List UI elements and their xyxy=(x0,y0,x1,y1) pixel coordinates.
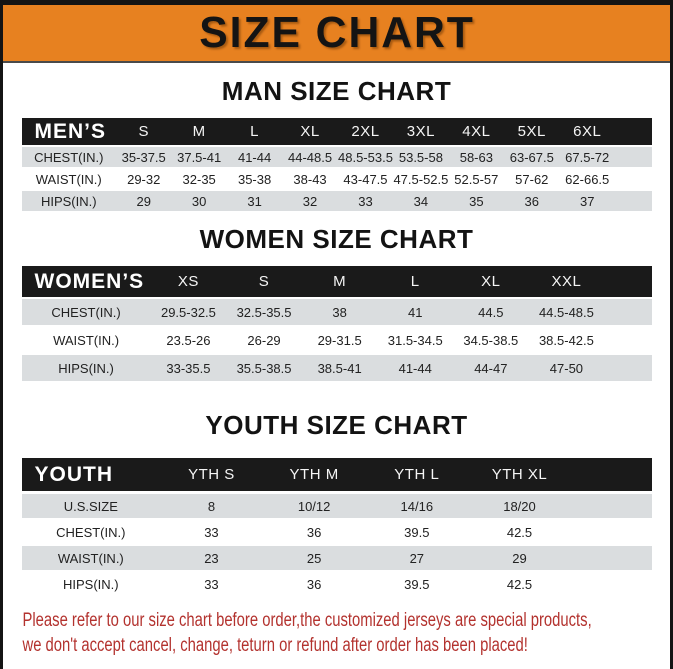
value-cell: 67.5-72 xyxy=(565,149,610,165)
value-cell: 29-31.5 xyxy=(317,332,362,348)
size-header-cell: M xyxy=(192,123,206,140)
size-header-cell: L xyxy=(250,123,260,140)
value-cell: 33 xyxy=(204,524,219,540)
value-cell: 47-50 xyxy=(549,360,584,376)
row-label-cell: HIPS(IN.) xyxy=(58,360,114,376)
size-header-cell: 6XL xyxy=(573,123,602,140)
value-cell: 52.5-57 xyxy=(454,171,499,187)
size-header-cell: XXL xyxy=(551,273,582,290)
table-title-cell: YOUTH xyxy=(34,463,113,486)
row-label-cell: HIPS(IN.) xyxy=(40,193,97,209)
table-row xyxy=(22,147,652,167)
value-cell: 31 xyxy=(247,193,262,209)
table-row xyxy=(22,169,652,189)
row-label-cell: WAIST(IN.) xyxy=(35,171,102,187)
value-cell: 35 xyxy=(469,193,484,209)
value-cell: 29 xyxy=(512,550,527,566)
value-cell: 25 xyxy=(306,550,322,566)
table-row xyxy=(22,299,652,325)
size-header-cell: 5XL xyxy=(517,123,546,140)
value-cell: 18/20 xyxy=(503,498,536,514)
value-cell: 39.5 xyxy=(404,576,430,592)
value-cell: 44.5-48.5 xyxy=(538,304,594,320)
value-cell: 30 xyxy=(191,193,207,209)
value-cell: 38.5-41 xyxy=(317,360,362,376)
value-cell: 33-35.5 xyxy=(166,360,211,376)
value-cell: 42.5 xyxy=(506,524,533,540)
size-header-cell: YTH S xyxy=(188,466,235,483)
value-cell: 37 xyxy=(579,193,595,209)
value-cell: 58-63 xyxy=(459,149,493,165)
size-header-cell: 3XL xyxy=(406,123,435,140)
value-cell: 38 xyxy=(332,304,347,320)
table-row xyxy=(22,327,652,353)
value-cell: 35-38 xyxy=(237,171,272,187)
youth-size-table xyxy=(22,458,652,596)
table-header-row xyxy=(22,118,652,145)
size-header-cell: S xyxy=(258,273,270,290)
row-label-cell: HIPS(IN.) xyxy=(62,576,119,592)
table-title-cell: MEN’S xyxy=(34,120,107,143)
size-header-cell: 4XL xyxy=(462,123,491,140)
table-row xyxy=(22,191,652,211)
value-cell: 29-32 xyxy=(127,171,161,187)
value-cell: 14/16 xyxy=(400,498,434,514)
value-cell: 34 xyxy=(413,193,429,209)
table-row xyxy=(22,572,652,596)
value-cell: 47.5-52.5 xyxy=(393,171,449,187)
value-cell: 44-47 xyxy=(474,360,508,376)
value-cell: 32.5-35.5 xyxy=(236,304,292,320)
value-cell: 44.5 xyxy=(478,304,504,320)
value-cell: 48.5-53.5 xyxy=(338,149,393,165)
value-cell: 37.5-41 xyxy=(177,149,222,165)
size-header-cell: L xyxy=(410,273,420,290)
value-cell: 36 xyxy=(524,193,540,209)
footer-line-1: Please refer to our size chart before order,the customized jerseys are special products, xyxy=(22,610,592,631)
value-cell: 57-62 xyxy=(515,171,549,187)
page-title: SIZE CHART xyxy=(198,8,475,57)
table-header-row xyxy=(22,266,652,297)
size-header-cell: 2XL xyxy=(351,123,380,140)
value-cell: 38.5-42.5 xyxy=(538,332,594,348)
value-cell: 32-35 xyxy=(182,171,216,187)
size-header-cell: M xyxy=(333,273,347,290)
table-header-row xyxy=(22,458,652,491)
value-cell: 39.5 xyxy=(404,524,430,540)
value-cell: 34.5-38.5 xyxy=(463,332,519,348)
row-label-cell: U.S.SIZE xyxy=(63,498,118,514)
row-label-cell: CHEST(IN.) xyxy=(56,524,126,540)
row-label-cell: CHEST(IN.) xyxy=(51,304,121,320)
value-cell: 41-44 xyxy=(237,149,272,165)
value-cell: 32 xyxy=(302,193,318,209)
row-label-cell: WAIST(IN.) xyxy=(57,550,124,566)
size-header-cell: XS xyxy=(177,273,199,290)
value-cell: 53.5-58 xyxy=(398,149,443,165)
men-size-table xyxy=(22,118,652,211)
value-cell: 41 xyxy=(407,304,423,320)
table-row xyxy=(22,520,652,544)
value-cell: 41-44 xyxy=(398,360,432,376)
value-cell: 35-37.5 xyxy=(121,149,166,165)
value-cell: 33 xyxy=(358,193,373,209)
table-row xyxy=(22,494,652,518)
size-header-cell: XL xyxy=(300,123,320,140)
value-cell: 43-47.5 xyxy=(343,171,388,187)
title-banner xyxy=(3,5,670,63)
value-cell: 26-29 xyxy=(247,332,281,348)
value-cell: 29 xyxy=(136,193,151,209)
value-cell: 63-67.5 xyxy=(509,149,554,165)
value-cell: 33 xyxy=(204,576,219,592)
women-size-table xyxy=(22,266,652,381)
table-row xyxy=(22,546,652,570)
value-cell: 62-66.5 xyxy=(565,171,610,187)
footer-note xyxy=(3,608,592,658)
size-header-cell: S xyxy=(138,123,149,140)
row-label-cell: WAIST(IN.) xyxy=(53,332,120,348)
value-cell: 8 xyxy=(207,498,216,514)
footer-line-2: we don't accept cancel, change, teturn or refund after order has been placed! xyxy=(22,635,528,656)
row-label-cell: CHEST(IN.) xyxy=(34,149,104,165)
value-cell: 36 xyxy=(306,524,322,540)
value-cell: 38-43 xyxy=(293,171,327,187)
man-size-chart-heading: MAN SIZE CHART xyxy=(221,76,452,106)
value-cell: 35.5-38.5 xyxy=(236,360,292,376)
youth-size-chart-heading: YOUTH SIZE CHART xyxy=(205,410,468,440)
table-row xyxy=(22,355,652,381)
value-cell: 23.5-26 xyxy=(166,332,211,348)
value-cell: 29.5-32.5 xyxy=(160,304,216,320)
size-header-cell: YTH M xyxy=(289,466,339,483)
value-cell: 36 xyxy=(306,576,322,592)
value-cell: 10/12 xyxy=(297,498,331,514)
value-cell: 31.5-34.5 xyxy=(387,332,443,348)
size-header-cell: YTH L xyxy=(394,466,440,483)
women-size-chart-heading: WOMEN SIZE CHART xyxy=(199,224,474,254)
size-header-cell: YTH XL xyxy=(491,466,548,483)
value-cell: 27 xyxy=(409,550,425,566)
size-header-cell: XL xyxy=(481,273,501,290)
value-cell: 23 xyxy=(204,550,219,566)
value-cell: 42.5 xyxy=(506,576,533,592)
table-title-cell: WOMEN’S xyxy=(34,270,145,293)
value-cell: 44-48.5 xyxy=(287,149,333,165)
